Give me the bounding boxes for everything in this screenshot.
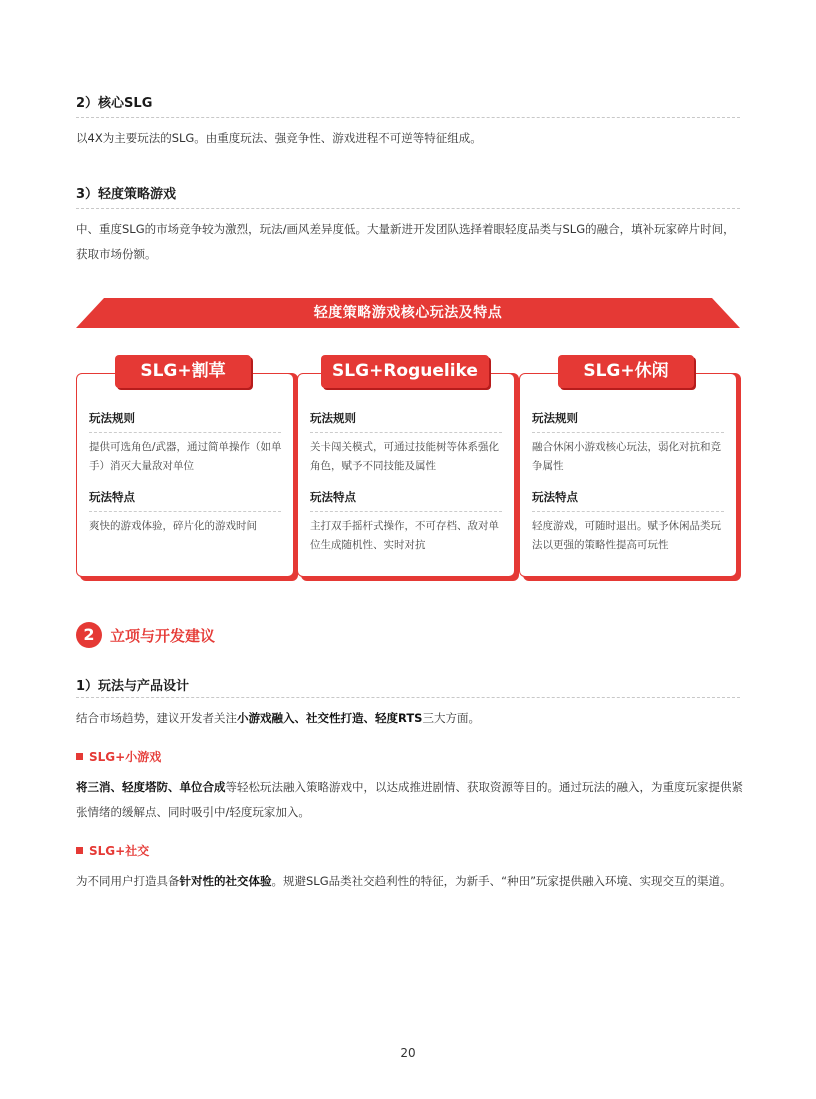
page-number: 20 [400, 1046, 416, 1060]
section-title: 立项与开发建议 [110, 627, 216, 645]
card-body [297, 373, 515, 577]
paragraph-slg-minigame [76, 775, 744, 825]
heading-gameplay-design: 1）玩法与产品设计 [76, 679, 190, 694]
text: 。规避SLG品类社交趋利性的特征，为新手、“种田”玩家提供融入环境、实现交互的渠道。 [271, 874, 732, 888]
card-body [519, 373, 737, 577]
features-label: 玩法特点 [89, 490, 135, 504]
divider [532, 511, 724, 512]
rules-text: 提供可选角色/武器，通过简单操作（如单手）消灭大量敌对单位 [89, 441, 282, 472]
paragraph-slg-social [76, 869, 744, 894]
divider [310, 511, 502, 512]
features-text: 主打双手摇杆式操作，不可存档、敌对单位生成随机性、实时对抗 [310, 520, 499, 551]
heading-light-strategy: 3）轻度策略游戏 [76, 187, 177, 202]
card-slg-mowing [76, 373, 294, 577]
banner-title: 轻度策略游戏核心玩法及特点 [313, 305, 503, 321]
text: 为不同用户打造具备 [76, 874, 180, 888]
features-text: 爽快的游戏体验，碎片化的游戏时间 [89, 520, 257, 532]
card-slg-roguelike [297, 373, 515, 577]
divider [76, 117, 740, 118]
text-bold: 针对性的社交体验 [179, 874, 272, 888]
card-body [76, 373, 294, 577]
heading-core-slg: 2）核心SLG [76, 96, 153, 111]
paragraph-gameplay-design [76, 706, 744, 731]
features-label: 玩法特点 [532, 490, 578, 504]
divider [76, 208, 740, 209]
rules-label: 玩法规则 [532, 411, 578, 425]
text: 等轻松玩法融入策略游戏中，以达成推进剧情、获取资源等目的。通过玩法的融入，为重度玩家提供紧张情绪的缓解点、同时吸引中/轻度玩家加入。 [76, 780, 743, 819]
rules-text: 关卡闯关模式，可通过技能树等体系强化角色，赋予不同技能及属性 [310, 441, 499, 472]
paragraph-light-strategy: 中、重度SLG的市场竞争较为激烈，玩法/画风差异度低。大量新进开发团队选择着眼轻度品类与SLG的融合，填补玩家碎片时间，获取市场份额。 [76, 222, 735, 261]
divider [310, 432, 502, 433]
features-text: 轻度游戏，可随时退出。赋予休闲品类玩法以更强的策略性提高可玩性 [532, 520, 721, 551]
card-slg-casual [519, 373, 737, 577]
rules-label: 玩法规则 [310, 411, 356, 425]
divider [76, 697, 740, 698]
card-tab-slg-mowing: SLG+割草 [115, 355, 251, 388]
subheading-slg-minigame [76, 748, 161, 765]
text-bold: 小游戏融入、社交性打造、轻度RTS [237, 711, 423, 725]
text: 三大方面。 [422, 711, 480, 725]
square-bullet-icon [76, 753, 83, 760]
section-number-badge: 2 [76, 622, 102, 648]
divider [532, 432, 724, 433]
divider [89, 432, 281, 433]
card-tab-slg-casual: SLG+休闲 [558, 355, 694, 388]
subheading-text: SLG+社交 [89, 844, 150, 858]
banner [76, 298, 740, 328]
text: 结合市场趋势，建议开发者关注 [76, 711, 237, 725]
paragraph-core-slg: 以4X为主要玩法的SLG。由重度玩法、强竞争性、游戏进程不可逆等特征组成。 [76, 131, 482, 145]
card-tab-slg-roguelike: SLG+Roguelike [321, 355, 489, 388]
square-bullet-icon [76, 847, 83, 854]
rules-text: 融合休闲小游戏核心玩法，弱化对抗和竞争属性 [532, 441, 721, 472]
rules-label: 玩法规则 [89, 411, 135, 425]
features-label: 玩法特点 [310, 490, 356, 504]
subheading-text: SLG+小游戏 [89, 750, 162, 764]
divider [89, 511, 281, 512]
subheading-slg-social [76, 842, 149, 859]
text-bold: 将三消、轻度塔防、单位合成 [76, 780, 226, 794]
